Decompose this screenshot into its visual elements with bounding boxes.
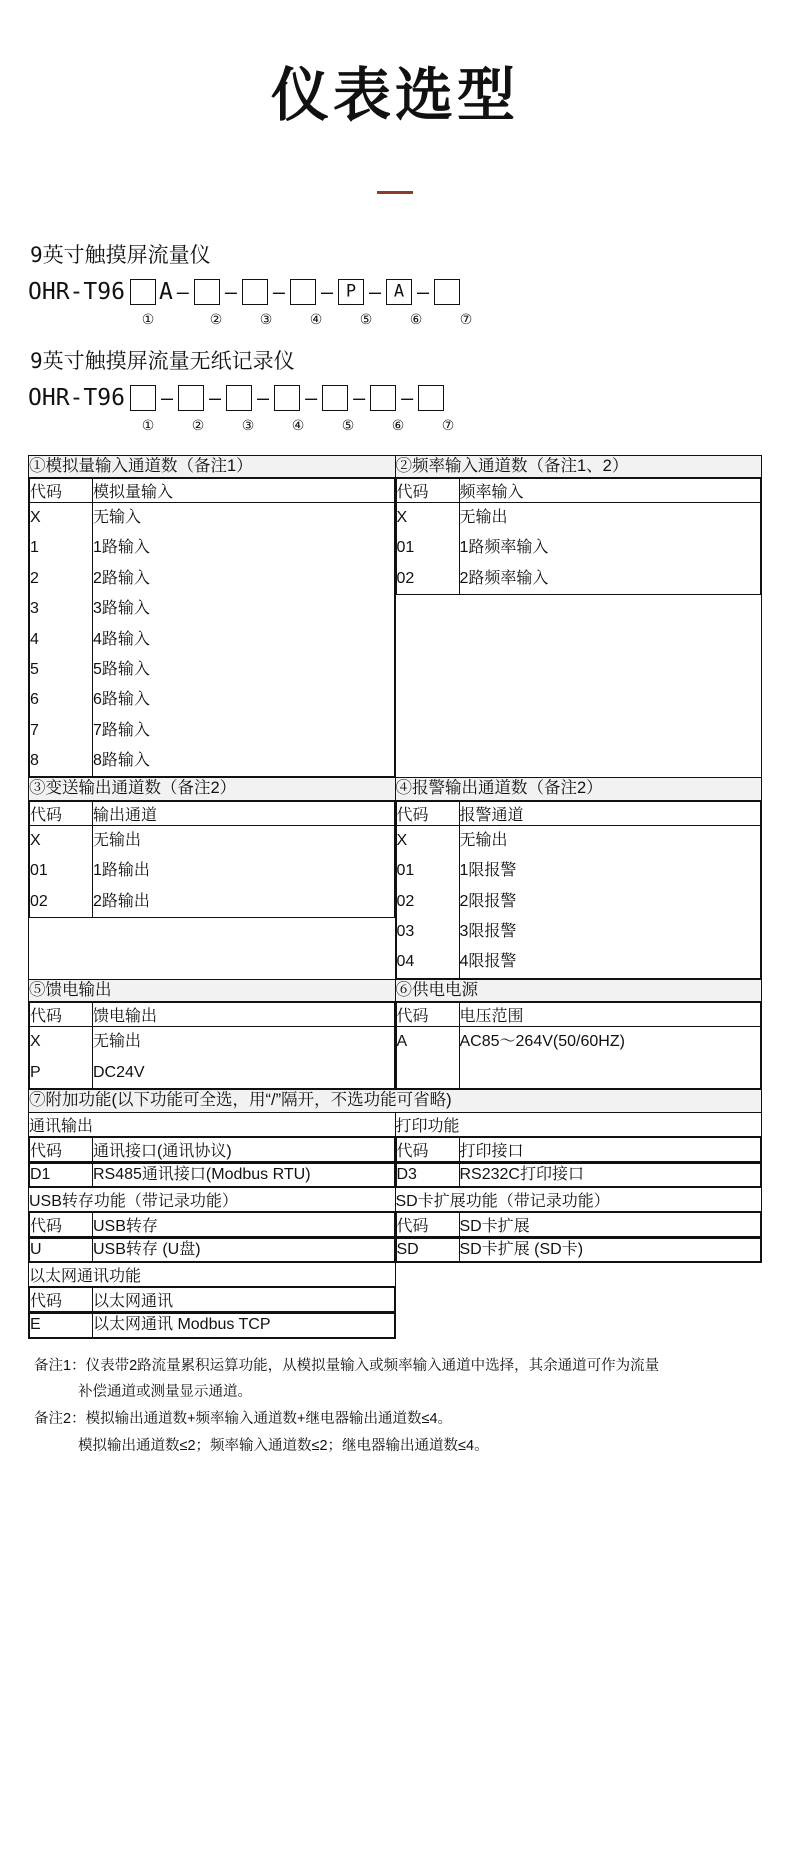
desc-item: 3路输入 [93,600,150,618]
s7-g1-left-title: 通讯输出 [29,1112,396,1136]
section-body-4 [395,800,762,979]
dash-4: – [320,279,333,304]
code-item: 03 [396,923,415,941]
s7-g2-right-head-desc: SD卡扩展 [459,1212,761,1236]
model-index-row-1 [28,309,762,331]
page-title: 仪表选型 [270,63,519,128]
desc-item: 5路输入 [93,660,150,678]
model-slot-1-1[interactable] [130,279,156,305]
model-letter-A: A [158,278,173,305]
title-divider [0,139,790,239]
dash2-1: – [160,385,173,410]
col-header-row-3 [30,801,395,825]
s7-g1-right-value [395,1162,762,1187]
s7-ethernet-value [29,1313,396,1338]
desc-item: 2路输入 [93,569,150,587]
section-body-row-1 [29,477,762,778]
section-body-6 [395,1002,762,1090]
model-block-1 [0,239,790,331]
code-item: 02 [30,892,48,910]
model-slot-2-5[interactable] [322,385,348,411]
s7-group2-title-row [29,1187,762,1211]
s7-group2-value-row [29,1237,762,1262]
desc-item: 4路输入 [93,630,150,648]
code-item: 8 [30,752,39,770]
col-header-desc-6: 电压范围 [459,1003,761,1027]
desc-list-4 [459,825,761,978]
model-slot-2-7[interactable] [418,385,444,411]
desc-item: 6路输入 [93,691,150,709]
dash-1: – [176,279,189,304]
desc-list-5 [93,1027,395,1089]
code-item: A [396,1033,408,1051]
code-item: 01 [30,862,48,880]
model-slot-2-2[interactable] [178,385,204,411]
code-list-4 [396,825,459,978]
section-title-5: ⑤馈电输出 [29,979,396,1001]
model-index-row-2 [28,415,762,437]
model-slot-1-6[interactable]: A [386,279,412,305]
section-title-7: ⑦附加功能(以下功能可全选，用“/”隔开，不选功能可省略) [29,1090,762,1112]
desc-item: 无输出 [459,831,508,849]
s7-group2-header-row [29,1211,762,1237]
dash-6: – [417,279,430,304]
col-header-desc-5: 馈电输出 [93,1003,395,1027]
col-header-row-4 [396,801,761,825]
code-list-1 [30,502,93,777]
s7-g2-right-code: SD [396,1238,459,1261]
code-list-row-6 [396,1027,761,1089]
model-slot-1-7[interactable] [434,279,460,305]
section-body-row-2 [29,800,762,979]
col-header-code-3: 代码 [30,801,93,825]
code-item: X [396,508,408,526]
dash2-3: – [257,385,270,410]
code-list-6 [396,1027,459,1089]
code-list-3 [30,825,93,917]
s7-g1-left-head-desc: 通讯接口(通讯协议) [93,1137,395,1161]
index-1-3: ③ [259,311,273,328]
model-slot-1-4[interactable] [290,279,316,305]
desc-item: 3限报警 [459,923,517,941]
s7-ethernet-desc: 以太网通讯 Modbus TCP [93,1314,395,1337]
dash2-5: – [353,385,366,410]
s7-ethernet-title: 以太网通讯功能 [29,1263,396,1287]
code-item: 01 [396,539,415,557]
s7-g2-right-value [395,1237,762,1262]
desc-list-3 [93,825,395,917]
index-2-7: ⑦ [441,417,455,434]
desc-item: 1路频率输入 [459,539,549,557]
s7-g2-left-title: USB转存功能（带记录功能） [29,1187,396,1211]
code-list-row-3 [30,825,395,917]
col-header-code-4: 代码 [396,801,459,825]
note-line-1: 备注1：仪表带2路流量累积运算功能，从模拟量输入或频率输入通道中选择，其余通道可作为流量 [34,1357,660,1374]
s7-g2-left-value [29,1237,396,1262]
code-item: 3 [30,600,39,618]
col-header-code-1: 代码 [30,478,93,502]
desc-list-2 [459,502,761,594]
desc-item: DC24V [93,1063,145,1081]
col-header-desc-2: 频率输入 [459,478,761,502]
desc-item: AC85～264V(50/60HZ) [459,1033,625,1051]
desc-item: 2路频率输入 [459,569,549,587]
s7-g2-left-head-code: 代码 [30,1212,93,1236]
s7-ethernet-code: E [30,1314,93,1337]
code-item: 04 [396,953,415,971]
s7-group1-title-row [29,1112,762,1136]
code-item: 1 [30,539,39,557]
section-body-2 [395,477,762,778]
note-line-2: 补偿通道或测量显示通道。 [78,1384,252,1401]
s7-g1-left-value [29,1162,396,1187]
code-list-row-4 [396,825,761,978]
col-header-row-1 [30,478,395,502]
s7-g1-left-head-code: 代码 [30,1137,93,1161]
col-header-desc-1: 模拟量输入 [93,478,395,502]
code-list-row-5 [30,1027,395,1089]
s7-g1-right-desc: RS232C打印接口 [459,1163,761,1186]
spec-table [28,455,762,1339]
s7-g1-right-head-desc: 打印接口 [459,1137,761,1161]
model-prefix-2: OHR-T96 [28,384,125,411]
section-body-3 [29,800,396,979]
model-prefix-1: OHR-T96 [28,278,125,305]
model-slot-2-6[interactable] [370,385,396,411]
s7-ethernet-head-code: 代码 [30,1288,93,1312]
model-code-row-1 [28,275,762,309]
s7-g1-left-header [29,1136,396,1162]
section-title-2: ②频率输入通道数（备注1、2） [395,455,762,477]
code-item: 7 [30,721,39,739]
model-slot-2-4[interactable] [274,385,300,411]
col-header-row-2 [396,478,761,502]
section-title-6: ⑥供电电源 [395,979,762,1001]
dash-2: – [224,279,237,304]
dash2-2: – [208,385,222,410]
code-list-5 [30,1027,93,1089]
s7-g2-left-desc: USB转存 (U盘) [93,1238,395,1261]
dash-5: – [368,279,382,304]
index-2-5: ⑤ [341,417,355,434]
s7-g1-right-title: 打印功能 [395,1112,762,1136]
index-1-1: ① [141,311,155,328]
col-header-code-6: 代码 [396,1003,459,1027]
index-1-2: ② [209,311,223,328]
index-1-4: ④ [309,311,323,328]
code-item: 2 [30,569,39,587]
s7-group1-value-row [29,1162,762,1187]
code-item: 01 [396,862,415,880]
desc-list-6 [459,1027,761,1089]
code-item: 4 [30,630,39,648]
code-list-row-2 [396,502,761,594]
s7-g2-left-head-desc: USB转存 [93,1212,395,1236]
desc-item: 1路输出 [93,862,150,880]
code-item: X [30,1033,41,1051]
code-item: 5 [30,660,39,678]
model-name-2: 9英寸触摸屏流量无纸记录仪 [30,348,295,373]
desc-item: 7路输入 [93,721,150,739]
desc-item: 8路输入 [93,752,150,770]
desc-item: 无输入 [93,508,142,526]
desc-item: 4限报警 [459,953,517,971]
s7-g2-left-code: U [30,1238,93,1261]
dash2-4: – [305,385,318,410]
s7-ethernet-title-empty [395,1263,762,1287]
col-header-code-2: 代码 [396,478,459,502]
s7-g2-right-desc: SD卡扩展 (SD卡) [459,1238,761,1261]
section-title-row-3 [29,979,762,1001]
col-header-code-5: 代码 [30,1003,93,1027]
index-1-6: ⑥ [409,311,423,328]
model-slot-1-2[interactable] [194,279,220,305]
code-item: X [30,831,41,849]
col-header-desc-3: 输出通道 [93,801,395,825]
title-divider-bar [377,191,413,194]
s7-ethernet-value-row [29,1313,762,1338]
desc-item: 2限报警 [459,892,517,910]
code-list-row-1 [30,502,395,777]
col-header-row-6 [396,1003,761,1027]
s7-ethernet-header-empty [395,1287,762,1313]
spec-table-wrap [0,455,790,1339]
section-body-1 [29,477,396,778]
section-title-1: ①模拟量输入通道数（备注1） [29,455,396,477]
index-2-4: ④ [291,417,305,434]
note-line-3: 备注2：模拟输出通道数+频率输入通道数+继电器输出通道数≤4。 [34,1411,453,1428]
s7-g2-right-title: SD卡扩展功能（带记录功能） [395,1187,762,1211]
s7-ethernet-head-desc: 以太网通讯 [93,1288,395,1312]
index-1-5: ⑤ [359,311,373,328]
code-item: 6 [30,691,39,709]
s7-g2-left-header [29,1211,396,1237]
code-item: X [396,831,408,849]
col-header-row-5 [30,1003,395,1027]
code-item: P [30,1063,41,1081]
dash-3: – [272,279,285,304]
section-title-row-7 [29,1090,762,1112]
notes-block [0,1339,790,1490]
s7-g2-right-head-code: 代码 [396,1212,459,1236]
s7-g1-left-code: D1 [30,1163,93,1186]
index-2-1: ① [141,417,155,434]
model-slot-2-1[interactable] [130,385,156,411]
index-1-7: ⑦ [459,311,473,328]
s7-ethernet-header-row [29,1287,762,1313]
section-body-row-3 [29,1002,762,1090]
note-line-4: 模拟输出通道数≤2；频率输入通道数≤2；继电器输出通道数≤4。 [78,1438,489,1455]
code-list-2 [396,502,459,594]
code-item: X [30,508,41,526]
s7-g2-right-header [395,1211,762,1237]
s7-g1-right-code: D3 [396,1163,459,1186]
model-slot-1-5[interactable]: P [338,279,364,305]
model-code-row-2 [28,381,762,415]
model-slot-1-3[interactable] [242,279,268,305]
desc-item: 1限报警 [459,862,517,880]
desc-item: 无输出 [459,508,508,526]
model-slot-2-3[interactable] [226,385,252,411]
s7-g1-right-header [395,1136,762,1162]
section-title-3: ③变送输出通道数（备注2） [29,778,396,800]
desc-item: 2路输出 [93,892,150,910]
s7-g1-left-desc: RS485通讯接口(Modbus RTU) [93,1163,395,1186]
section-title-4: ④报警输出通道数（备注2） [395,778,762,800]
section-body-5 [29,1002,396,1090]
desc-item: 无输出 [93,831,142,849]
model-block-2 [0,345,790,437]
code-item: 02 [396,569,415,587]
code-item: 02 [396,892,415,910]
col-header-desc-4: 报警通道 [459,801,761,825]
index-2-6: ⑥ [391,417,405,434]
desc-item: 无输出 [93,1033,142,1051]
section-title-row-1 [29,455,762,477]
section-title-row-2 [29,778,762,800]
s7-ethernet-title-row [29,1263,762,1287]
desc-list-1 [93,502,395,777]
index-2-3: ③ [241,417,255,434]
model-name-1: 9英寸触摸屏流量仪 [30,242,211,267]
s7-ethernet-value-empty [395,1313,762,1338]
dash2-6: – [401,385,414,410]
s7-g1-right-head-code: 代码 [396,1137,459,1161]
s7-group1-header-row [29,1136,762,1162]
desc-item: 1路输入 [93,539,150,557]
index-2-2: ② [191,417,205,434]
s7-ethernet-header [29,1287,396,1313]
